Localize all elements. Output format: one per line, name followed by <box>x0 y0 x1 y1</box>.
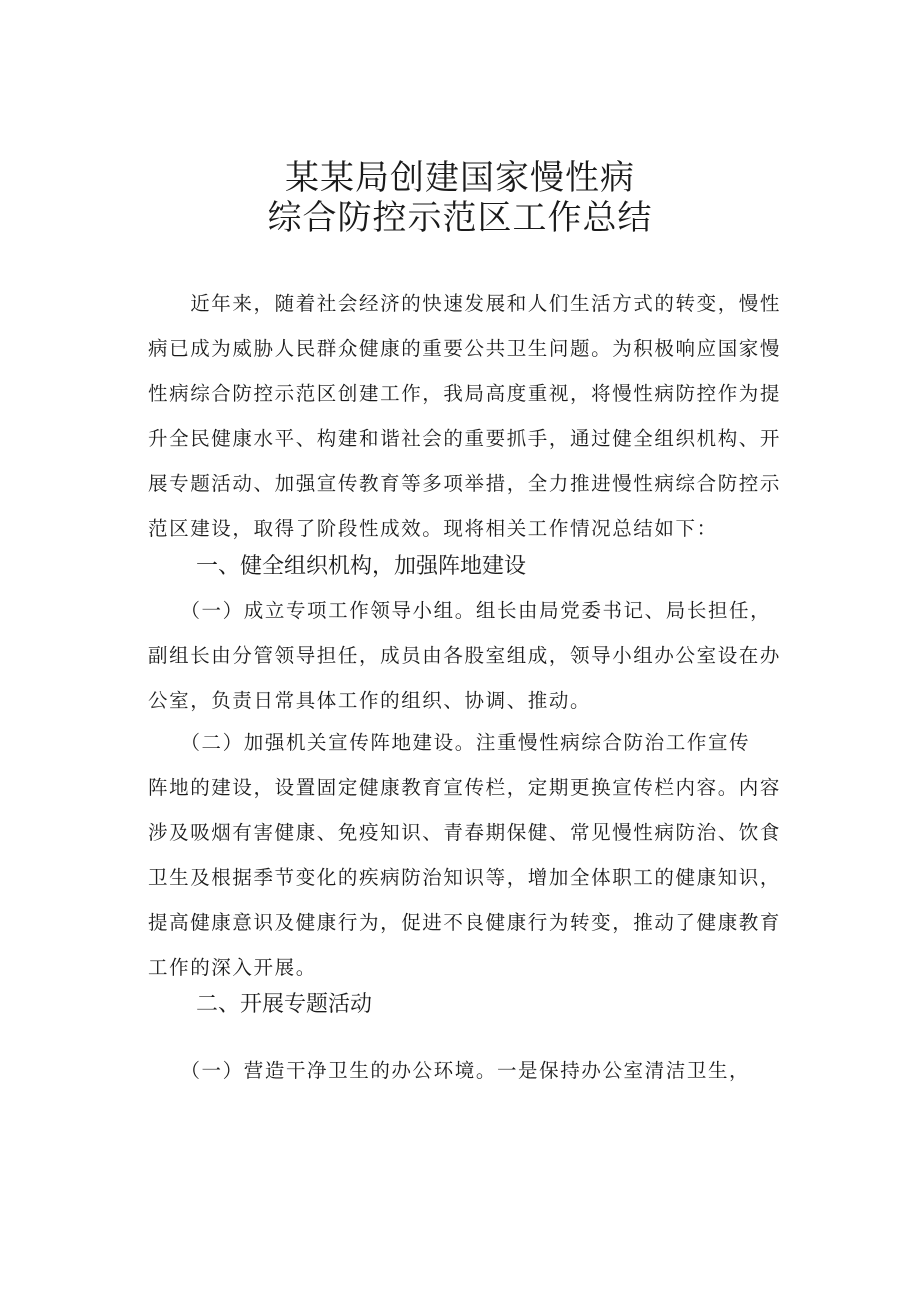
section-2-heading: 二、开展专题活动 <box>196 992 373 1017</box>
section-1-heading: 一、健全组织机构，加强阵地建设 <box>196 554 527 579</box>
paragraph-line: 卫生及根据季节变化的疾病防治知识等，增加全体职工的健康知识， <box>148 866 782 889</box>
paragraph-line: 病已成为威胁人民群众健康的重要公共卫生问题。为积极响应国家慢 <box>148 337 782 360</box>
section-1-item-1 <box>148 588 800 723</box>
paragraph-line: 公室，负责日常具体工作的组织、协调、推动。 <box>148 689 592 712</box>
paragraph-line: 升全民健康水平、构建和谐社会的重要抓手，通过健全组织机构、开 <box>148 427 782 450</box>
document-title-line-2: 综合防控示范区工作总结 <box>267 198 653 238</box>
section-1-item-2 <box>148 720 800 990</box>
paragraph-line: 提高健康意识及健康行为，促进不良健康行为转变，推动了健康教育 <box>148 911 782 934</box>
paragraph-line: 涉及吸烟有害健康、免疫知识、青春期保健、常见慢性病防治、饮食 <box>148 821 782 844</box>
paragraph-line: （一）营造干净卫生的办公环境。一是保持办公室清洁卫生， <box>148 1059 751 1082</box>
paragraph-line: 展专题活动、加强宣传教育等多项举措，全力推进慢性病综合防控示 <box>148 472 782 495</box>
paragraph-line: （一）成立专项工作领导小组。组长由局党委书记、局长担任， <box>148 599 772 622</box>
paragraph-line: （二）加强机关宣传阵地建设。注重慢性病综合防治工作宣传 <box>148 731 751 754</box>
paragraph-line: 近年来，随着社会经济的快速发展和人们生活方式的转变，慢性 <box>148 292 782 315</box>
paragraph-line: 范区建设，取得了阶段性成效。现将相关工作情况总结如下： <box>148 517 718 540</box>
paragraph-line: 工作的深入开展。 <box>148 956 317 979</box>
paragraph-line: 性病综合防控示范区创建工作，我局高度重视，将慢性病防控作为提 <box>148 382 782 405</box>
paragraph-line: 阵地的建设，设置固定健康教育宣传栏，定期更换宣传栏内容。内容 <box>148 776 782 799</box>
section-2-item-1 <box>148 1048 800 1093</box>
document-title-line-1: 某某局创建国家慢性病 <box>285 158 635 198</box>
intro-paragraph <box>148 281 800 551</box>
paragraph-line: 副组长由分管领导担任，成员由各股室组成，领导小组办公室设在办 <box>148 644 782 667</box>
